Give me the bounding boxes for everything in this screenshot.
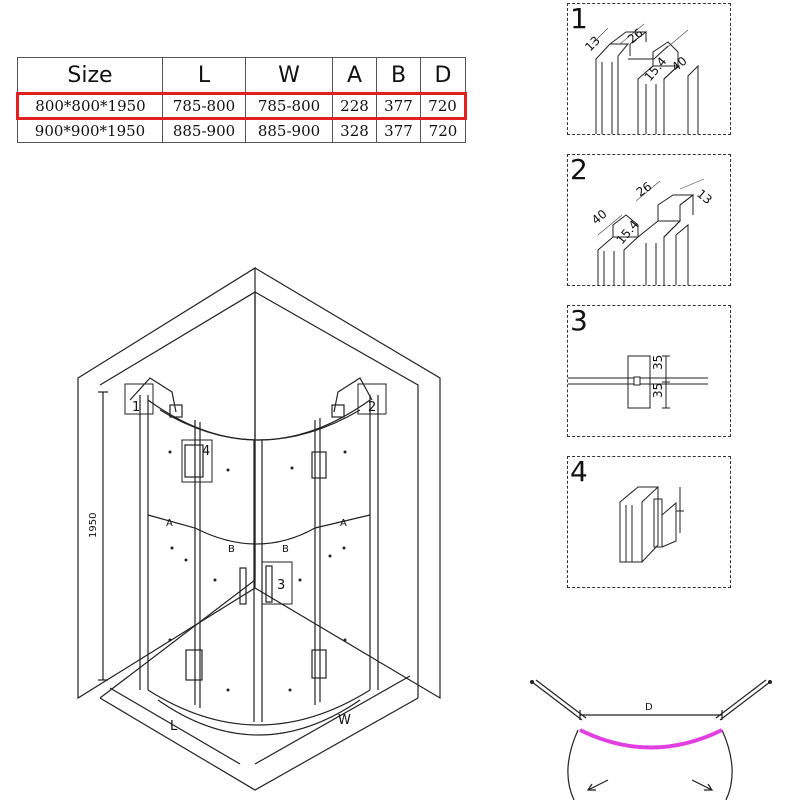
cell-l: 785-800 — [163, 94, 246, 119]
callout-1: 1 — [132, 400, 141, 415]
cell-l: 885-900 — [163, 119, 246, 143]
header-w: W — [246, 58, 333, 94]
dim-13: 13 — [582, 33, 603, 55]
callout-3: 3 — [277, 578, 286, 593]
dim-40: 40 — [668, 53, 690, 75]
header-b: B — [377, 58, 421, 94]
cell-size: 800*800*1950 — [18, 94, 163, 119]
dim-35-top: 35 — [651, 354, 665, 370]
callout-4: 4 — [202, 444, 211, 459]
dim-15-4: 15.4 — [613, 217, 642, 247]
cell-d: 720 — [421, 119, 466, 143]
a-label-left: A — [166, 518, 173, 529]
dim-15-4: 15.4 — [641, 54, 670, 84]
b-label-left: B — [228, 544, 235, 555]
dim-13: 13 — [694, 186, 715, 208]
height-label: 1950 — [88, 512, 99, 538]
dim-26: 26 — [633, 179, 655, 200]
detail-number: 1 — [570, 2, 588, 35]
header-l: L — [163, 58, 246, 94]
header-d: D — [421, 58, 466, 94]
cell-b: 377 — [377, 119, 421, 143]
header-size: Size — [18, 58, 163, 94]
dim-26: 26 — [624, 25, 646, 47]
a-label-right: A — [340, 518, 347, 529]
detail-number: 2 — [570, 153, 588, 186]
detail-number: 3 — [570, 304, 588, 337]
curved-panel-highlight — [580, 730, 722, 748]
cell-d: 720 — [421, 94, 466, 119]
cell-w: 885-900 — [246, 119, 333, 143]
d-label: D — [645, 702, 653, 713]
dim-40: 40 — [588, 206, 610, 228]
cell-w: 785-800 — [246, 94, 333, 119]
detail-number: 4 — [570, 455, 588, 488]
header-a: A — [333, 58, 377, 94]
l-label: L — [170, 719, 178, 734]
cell-b: 377 — [377, 94, 421, 119]
cell-a: 228 — [333, 94, 377, 119]
dim-35-bottom: 35 — [651, 382, 665, 398]
cell-a: 328 — [333, 119, 377, 143]
w-label: W — [338, 713, 351, 728]
b-label-right: B — [282, 544, 289, 555]
callout-2: 2 — [368, 400, 377, 415]
cell-size: 900*900*1950 — [18, 119, 163, 143]
